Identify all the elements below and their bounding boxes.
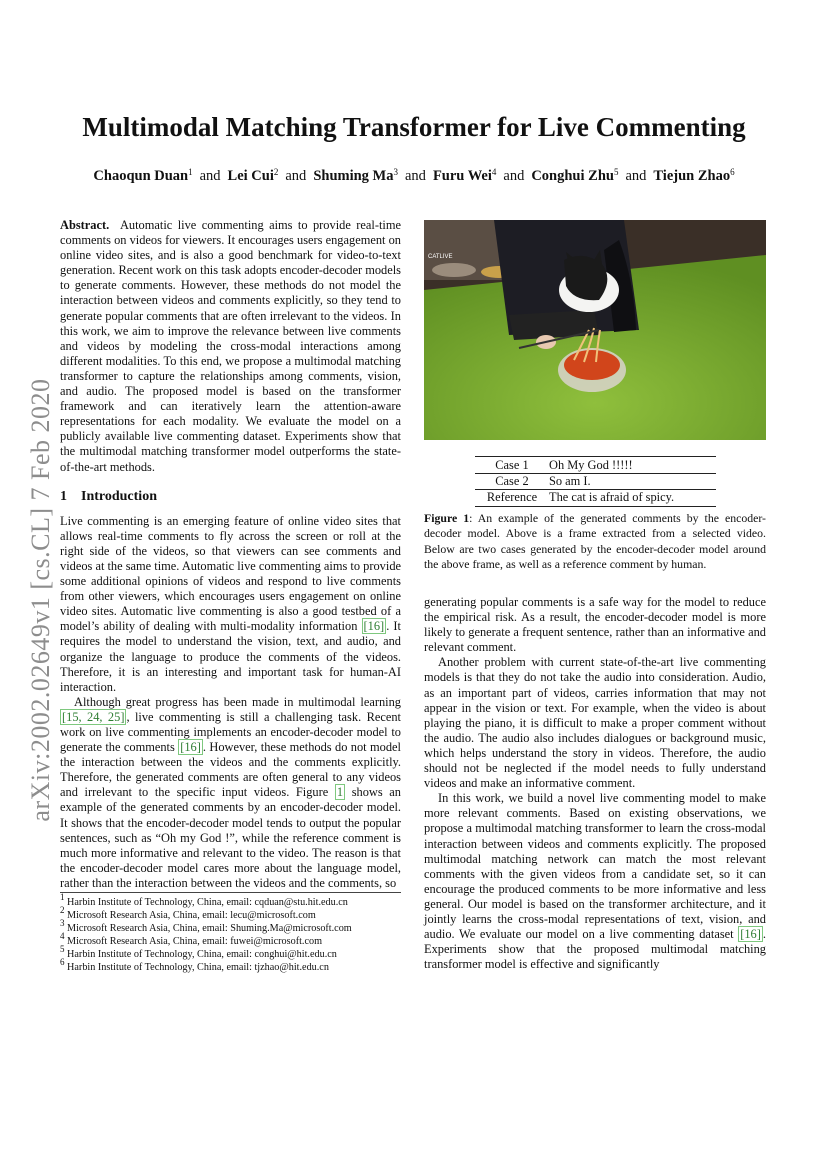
footnote (60, 931, 401, 948)
footnote (60, 905, 401, 922)
paragraph-text: In this work, we build a novel live commenting model to make more relevant comments. Based on existing observations, we propose a multimodal matching transformer to learn the cross-modal interaction between videos and comments explicitly. The proposed multimodal matching network can match the most relevant comments with the given videos from a candidate set, so it can encourage the produced comments to be more informative and less general. Our model is based on the transformer architecture, and it jointly learns the cross-modal representations of text, vision, and audio. We evaluate our model on a live commenting dataset (424, 791, 766, 942)
spicy-noodles (564, 350, 620, 380)
footnote-mark: 6 (60, 957, 65, 968)
table-row (475, 457, 716, 474)
right-paragraph-2: Another problem with current state-of-the-art live commenting models is that they do not take the audio into consideration. Audio, as an important part of videos, carries information that may not appear in the vision or text. For example, when the video is about playing the piano, it is difficult to make a proper comment without the audio. The audio also includes dialogues or background music, which helps understand the story in videos. Therefore, the audio should not be neglected if the model needs to fully understand videos and make an informative comment. (424, 655, 766, 791)
right-paragraph-3 (424, 791, 766, 972)
author-name: Shuming Ma (313, 168, 394, 184)
author-mark: 6 (730, 167, 735, 177)
author-mark: 2 (273, 167, 279, 177)
author-name: Furu Wei (432, 168, 492, 184)
citation-link[interactable]: [16] (180, 740, 201, 755)
paragraph-text: Although great progress has been made in multimodal learning (74, 694, 401, 709)
generated-comments-table (475, 456, 716, 507)
author-name: Lei Cui (227, 168, 274, 184)
caption-label: Figure 1 (424, 511, 470, 525)
footnote-mark: 5 (60, 944, 65, 955)
footnote (60, 944, 401, 961)
abstract-label: Abstract. (60, 218, 110, 232)
frame-watermark: CATLIVE (428, 254, 453, 260)
section-title: Introduction (81, 488, 157, 504)
case-comment: Oh My God !!!!! (549, 457, 716, 474)
citation-link[interactable]: [15, 24, 25] (62, 709, 125, 724)
author-mark: 1 (188, 167, 193, 177)
footnote (60, 918, 401, 935)
paragraph-text: shows an example of the generated comments by an encoder-decoder model. It shows that the encoder-decoder model tends to output the popular sentences, such as “Oh my God !”, while the reference comment is much more informative and relevant to the video. The reason is that the encoder-decoder model cares more about the language model, rather than the interaction between the videos and the comments, so (60, 785, 401, 890)
footnote-mark: 2 (60, 905, 65, 916)
abstract (60, 218, 401, 475)
footnote-mark: 1 (60, 892, 65, 902)
case-label: Case 2 (475, 474, 549, 490)
author-list (0, 168, 828, 185)
footnote-text: Harbin Institute of Technology, China, email: cqduan@stu.hit.edu.cn (67, 897, 348, 908)
author-separator: and (199, 168, 221, 184)
left-column (60, 218, 401, 891)
author-mark: 5 (613, 167, 619, 177)
footnote-text: Harbin Institute of Technology, China, email: tjzhao@hit.edu.cn (67, 962, 329, 974)
figure-link[interactable]: 1 (336, 785, 344, 800)
table-row (475, 474, 716, 490)
case-label: Case 1 (475, 457, 549, 474)
paragraph-text: , live commenting is still a challenging task. Recent work on live commenting implements an encoder-decoder model to generate the comments (60, 709, 401, 755)
table-row (475, 490, 716, 507)
case-label: Reference (475, 490, 549, 507)
paragraph-text: . Experiments show that the proposed multimodal matching transformer model is effective and significantly (424, 927, 766, 972)
author-separator: and (625, 168, 647, 184)
paragraph-text: . However, these methods do not model the interaction between the videos and the comments explicitly. Therefore, the generated comments are often general to any videos and irrelevant to the specific input videos. Figure (60, 740, 401, 800)
caption-text: : An example of the generated comments by the encoder-decoder model. Above is a frame extracted from a selected video. Below are two cases generated by the encoder-decoder model around the above frame, as well as a reference comment by human. (424, 511, 766, 572)
author-mark: 4 (491, 167, 497, 177)
abstract-text: Automatic live commenting aims to provide real-time comments on videos for viewers. It encourages users engagement on online video sites, and is also a good benchmark for video-to-text generation. Recent work on this task adopts encoder-decoder models to generate comments. However, these methods do not model the interaction between videos and comments explicitly, so they tend to generate popular comments that are often irrelevant to the videos. In this work, we aim to improve the relevance between live comments and videos by modeling the cross-modal interactions among different modalities. To this end, we propose a multimodal matching transformer to capture the relationships among comments, vision, and audio. The proposed model is based on the transformer framework and can iteratively learn the attention-aware representations for each modality. We evaluate the model on a publicly available live commenting dataset. Experiments show that the multimodal matching transformer model outperforms the state-of-the-art methods. (60, 218, 401, 474)
figure-caption (424, 511, 766, 573)
footnote-text: Microsoft Research Asia, China, email: fuwei@microsoft.com (67, 936, 322, 948)
footnote-text: Microsoft Research Asia, China, email: Shuming.Ma@microsoft.com (67, 923, 352, 935)
intro-paragraph-2 (60, 695, 401, 891)
footnotes (60, 892, 401, 975)
section-number: 1 (60, 488, 67, 504)
right-column (424, 595, 766, 972)
paragraph-text: Live commenting is an emerging feature of online video sites that allows real-time comments to fly across the screen or roll at the right side of the videos, so that viewers can see comments and videos at the same time. Automatic live commenting aims to provide some additional opinions of videos and respond to live comments from other viewers, which encourages users engagement on online video sites. Automatic live commenting is also a good testbed of a model’s ability of dealing with multi-modality information (60, 513, 402, 634)
right-paragraph-1: generating popular comments is a safe way for the model to reduce the empirical risk. As a result, the encoder-decoder model is more likely to generate a frequent sentence, rather than an informative and relevant comment. (424, 595, 766, 655)
footnote (60, 892, 401, 909)
citation-link[interactable]: [16] (363, 619, 385, 634)
author-separator: and (405, 168, 426, 184)
case-comment: The cat is afraid of spicy. (549, 490, 716, 507)
video-frame-illustration (424, 220, 766, 440)
author-separator: and (285, 168, 307, 184)
footnote-text: Microsoft Research Asia, China, email: lecu@microsoft.com (67, 910, 316, 922)
paragraph-text: . It requires the model to understand the vision, text, and audio, and organize the language to produce the comments of the videos. Therefore, it is an interesting and important task for human-AI interaction. (60, 619, 401, 694)
author-separator: and (503, 168, 525, 184)
footnote-mark: 4 (60, 931, 65, 942)
author-name: Chaoqun Duan (93, 168, 189, 184)
author-mark: 3 (393, 167, 398, 177)
author-name: Conghui Zhu (531, 168, 614, 184)
intro-paragraph-1 (60, 514, 401, 695)
author-name: Tiejun Zhao (653, 168, 731, 184)
paper-title: Multimodal Matching Transformer for Live Commenting (82, 112, 746, 142)
footnote-text: Harbin Institute of Technology, China, email: conghui@hit.edu.cn (67, 949, 337, 961)
footnote (60, 957, 401, 974)
section-heading (60, 489, 401, 504)
case-comment: So am I. (549, 474, 716, 490)
citation-link[interactable]: [16] (740, 927, 761, 942)
footnote-mark: 3 (60, 918, 65, 929)
bowl-shape (432, 263, 476, 277)
figure-video-frame (424, 220, 766, 440)
arxiv-id: arXiv:2002.02649v1 [cs.CL] 7 Feb 2020 (26, 378, 55, 822)
